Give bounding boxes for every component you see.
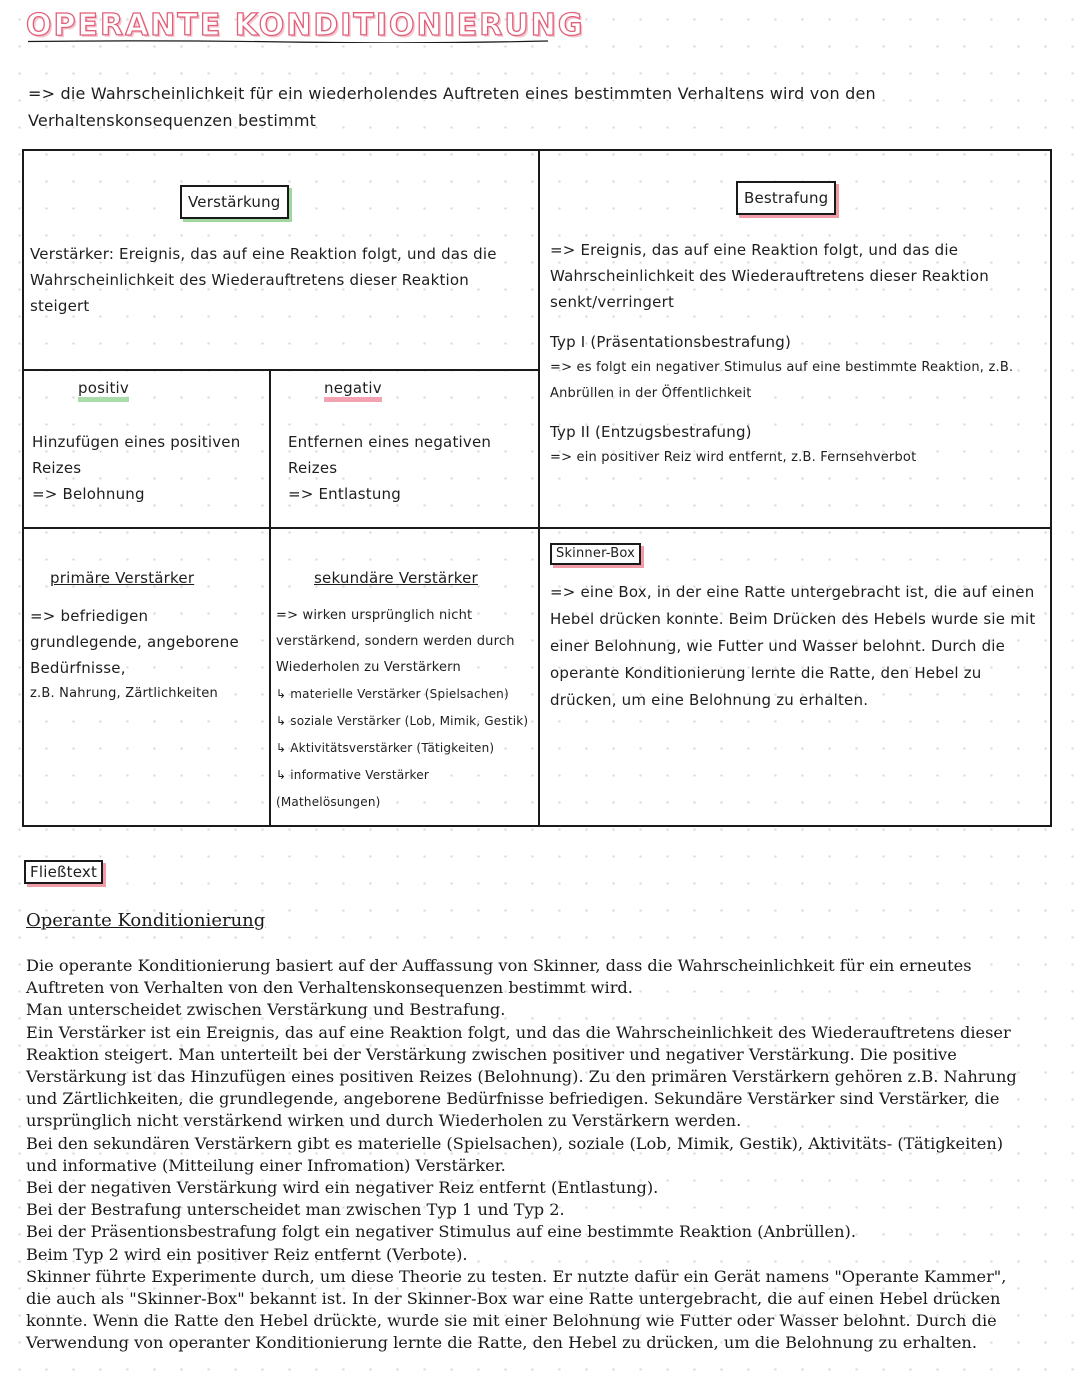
typ2-text: => ein positiver Reiz wird entfernt, z.B. Fernsehverbot xyxy=(550,450,917,465)
concept-table xyxy=(22,149,1052,827)
page-title: OPERANTE KONDITIONIERUNG xyxy=(26,8,585,43)
typ2-label: Typ II (Entzugsbestrafung) xyxy=(550,423,752,441)
positiv-result: => Belohnung xyxy=(32,485,145,503)
paragraph: Bei der Bestrafung unterscheidet man zwischen Typ 1 und Typ 2. xyxy=(26,1200,565,1220)
paragraph: Bei den sekundären Verstärkern gibt es materielle (Spielsachen), soziale (Lob, Mimik, Gestik), Aktivitäts- (Tätigkeiten) und informative (Mitteilung einer Infromation) Verstärker. xyxy=(26,1133,1004,1175)
fliesstext-heading: Operante Konditionierung xyxy=(26,910,266,931)
sekundaer-text: => wirken ursprünglich nicht verstärkend, sondern werden durch Wiederholen zu Verstärkern xyxy=(276,608,515,675)
divider-horizontal-full xyxy=(24,527,1050,529)
fliesstext-label: Fließtext xyxy=(24,860,103,884)
fliesstext-body xyxy=(26,955,1026,1355)
negativ-label: negativ xyxy=(324,379,382,402)
paragraph: Man unterscheidet zwischen Verstärkung und Bestrafung. xyxy=(26,1000,506,1020)
typ1-text: => es folgt ein negativer Stimulus auf eine bestimmte Reaktion, z.B. Anbrüllen in der Öffentlichkeit xyxy=(550,360,1014,401)
positiv-label: positiv xyxy=(78,379,129,402)
paragraph: Ein Verstärker ist ein Ereignis, das auf eine Reaktion folgt, und das die Wahrscheinlichkeit des Wiederauftretens dieser Reaktion steigert. Man unterteilt bei der Verstärkung zwischen positiver und negativer Verstärkung. Die positive Verstärkung ist das Hinzufügen eines positiven Reizes (Belohnung). Zu den primären Verstärkern gehören z.B. Nahrung und Zärtlichkeiten, die grundlegende, angeborene Bedürfnisse befriedigen. Sekundäre Verstärker sind Verstärker, die ursprünglich nicht verstärkend wirken und durch Wiederholen zu Verstärkern werden. xyxy=(26,1022,1017,1131)
positiv-cell xyxy=(32,375,260,507)
skinner-label: Skinner-Box xyxy=(550,543,641,565)
skinner-cell xyxy=(550,539,1044,714)
intro-text: => die Wahrscheinlichkeit für ein wiederholendes Auftreten eines bestimmten Verhaltens wird von den Verhaltenskonsequenzen bestimmt xyxy=(28,84,876,130)
bestrafung-cell xyxy=(550,181,1040,471)
primaer-cell xyxy=(30,565,262,707)
primaer-text: => befriedigen grundlegende, angeborene Bedürfnisse, xyxy=(30,607,239,677)
negativ-cell xyxy=(288,375,528,507)
verstaerkung-definition: Verstärker: Ereignis, das auf eine Reaktion folgt, und das die Wahrscheinlichkeit des Wiederauftretens dieser Reaktion steigert xyxy=(30,245,497,315)
verstaerkung-cell xyxy=(30,185,530,319)
negativ-text: Entfernen eines negativen Reizes xyxy=(288,433,492,477)
paragraph: Bei der negativen Verstärkung wird ein negativer Reiz entfernt (Entlastung). xyxy=(26,1178,659,1198)
bestrafung-label: Bestrafung xyxy=(736,181,836,215)
sekundaer-item: ↳ soziale Verstärker (Lob, Mimik, Gestik) xyxy=(276,714,529,728)
bestrafung-definition: => Ereignis, das auf eine Reaktion folgt, und das die Wahrscheinlichkeit des Wiederauftretens dieser Reaktion senkt/verringert xyxy=(550,241,989,311)
sekundaer-cell xyxy=(276,565,532,816)
paragraph: Bei der Präsentionsbestrafung folgt ein negativer Stimulus auf eine bestimmte Reaktion (Anbrüllen). xyxy=(26,1222,857,1242)
sekundaer-item: ↳ Aktivitätsverstärker (Tätigkeiten) xyxy=(276,741,495,755)
negativ-result: => Entlastung xyxy=(288,485,401,503)
paragraph: Die operante Konditionierung basiert auf der Auffassung von Skinner, dass die Wahrscheinlichkeit für ein erneutes Auftreten von Verhalten von den Verhaltenskonsequenzen bestimmt wird. xyxy=(26,956,972,998)
sekundaer-item: ↳ informative Verstärker (Mathelösungen) xyxy=(276,768,429,809)
divider-vertical-left xyxy=(269,369,271,825)
paragraph: Skinner führte Experimente durch, um diese Theorie zu testen. Er nutzte dafür ein Gerät namens "Operante Kammer", die auch als "Skinner-Box" bekannt ist. In der Skinner-Box war eine Ratte untergebracht, die auf einen Hebel drücken konnte. Wenn die Ratte den Hebel drückte, wurde sie mit einer Belohnung wie Futter oder Wasser belohnt. Durch die Verwendung von operanter Konditionierung lernte die Ratte, den Hebel zu drücken, um die Belohnung zu erhalten. xyxy=(26,1266,1007,1353)
verstaerkung-label: Verstärkung xyxy=(180,185,289,219)
paragraph: Beim Typ 2 wird ein positiver Reiz entfernt (Verbote). xyxy=(26,1244,468,1264)
primaer-examples: z.B. Nahrung, Zärtlichkeiten xyxy=(30,686,218,701)
sekundaer-item: ↳ materielle Verstärker (Spielsachen) xyxy=(276,687,509,701)
divider-vertical-main xyxy=(538,151,540,825)
positiv-text: Hinzufügen eines positiven Reizes xyxy=(32,433,241,477)
skinner-text: => eine Box, in der eine Ratte untergebracht ist, die auf einen Hebel drücken konnte. Beim Drücken des Hebels wurde sie mit einer Belohnung, wie Futter und Wasser belohnt. Durch die operante Konditionierung lernte die Ratte, den Hebel zu drücken, um eine Belohnung zu erhalten. xyxy=(550,583,1036,709)
primaer-label: primäre Verstärker xyxy=(50,569,195,587)
divider-horizontal-left xyxy=(24,369,538,371)
sekundaer-label: sekundäre Verstärker xyxy=(314,569,478,587)
title-underline xyxy=(28,40,548,43)
typ1-label: Typ I (Präsentationsbestrafung) xyxy=(550,333,792,351)
